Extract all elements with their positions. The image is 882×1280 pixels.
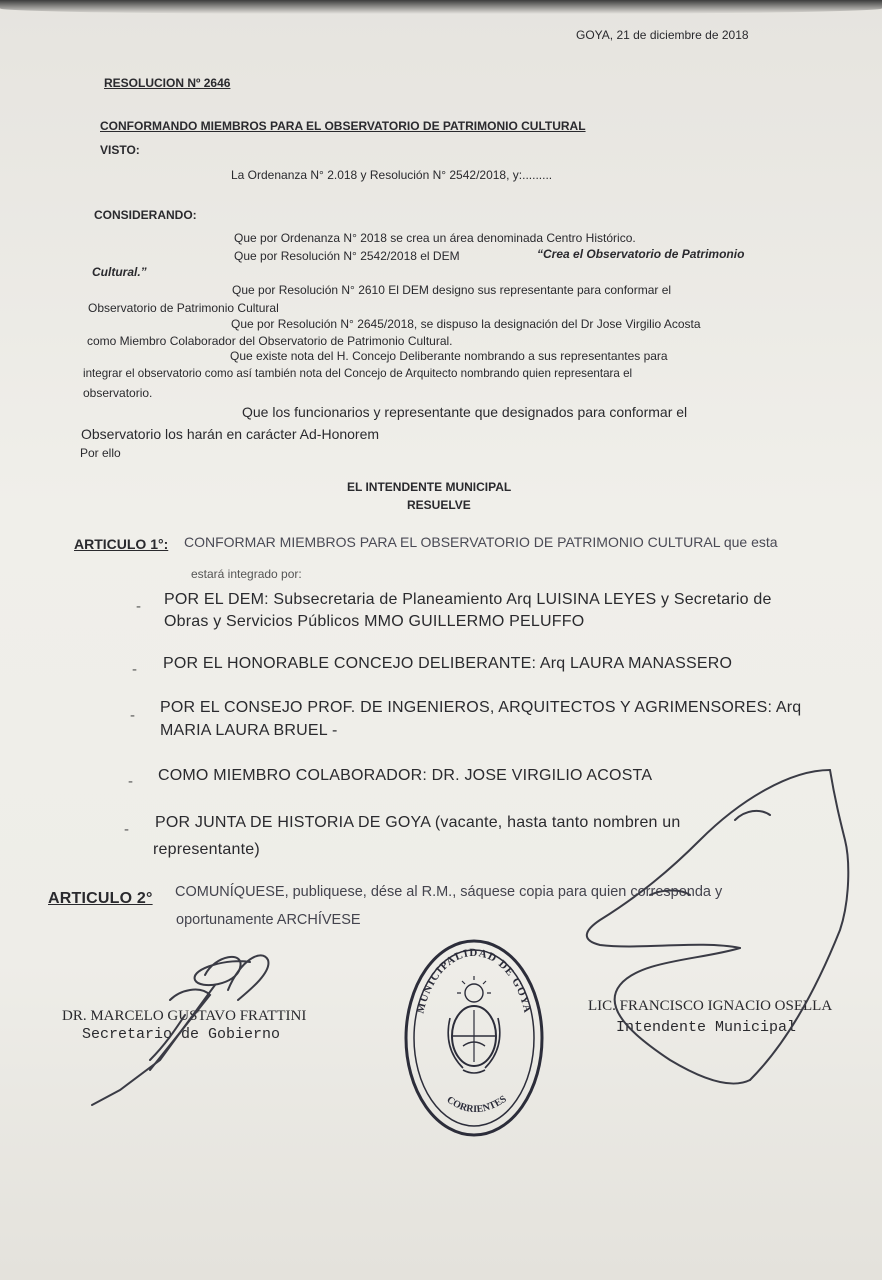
resolution-number: RESOLUCION Nº 2646 — [104, 76, 231, 90]
place-date: GOYA, 21 de diciembre de 2018 — [576, 28, 749, 42]
considerando-quote: “Crea el Observatorio de Patrimonio — [537, 247, 745, 261]
member-consejo-line2: MARIA LAURA BRUEL - — [160, 722, 338, 739]
considerando-line: Observatorio los harán en carácter Ad-Honorem — [81, 426, 380, 442]
considerando-line: Que por Resolución N° 2610 El DEM designo sus representante para conformar el — [232, 283, 672, 297]
authority-heading: EL INTENDENTE MUNICIPAL — [347, 480, 512, 494]
considerando-line: integrar el observatorio como así también nota del Concejo de Arquitecto nombrando quien representara el — [83, 367, 633, 380]
considerando-quote-end: Cultural.” — [92, 265, 147, 279]
member-dem-line1: POR EL DEM: Subsecretaria de Planeamiento Arq LUISINA LEYES y Secretario de — [164, 591, 772, 608]
member-colaborador: COMO MIEMBRO COLABORADOR: DR. JOSE VIRGILIO ACOSTA — [158, 767, 653, 784]
seal-top-text: MUNICIPALIDAD DE GOYA — [414, 946, 534, 1015]
resolution-subject: CONFORMANDO MIEMBROS PARA EL OBSERVATORIO DE PATRIMONIO CULTURAL — [100, 119, 586, 133]
member-junta-line2: representante) — [153, 841, 260, 858]
member-dem-line2: Obras y Servicios Públicos MMO GUILLERMO PELUFFO — [164, 613, 585, 630]
signatory-left-name: DR. MARCELO GUSTAVO FRATTINI — [62, 1008, 307, 1024]
resuelve-heading: RESUELVE — [407, 498, 471, 512]
visto-heading: VISTO: — [100, 143, 140, 157]
member-concejo: POR EL HONORABLE CONCEJO DELIBERANTE: Arq LAURA MANASSERO — [163, 655, 733, 672]
signatory-right-title: Intendente Municipal — [616, 1019, 797, 1036]
considerando-line: observatorio. — [83, 386, 153, 400]
considerando-line: Que por Ordenanza N° 2018 se crea un área denominada Centro Histórico. — [234, 231, 636, 245]
member-consejo-line1: POR EL CONSEJO PROF. DE INGENIEROS, ARQUITECTOS Y AGRIMENSORES: Arq — [160, 699, 802, 716]
member-junta-line1: POR JUNTA DE HISTORIA DE GOYA (vacante, hasta tanto nombren un — [155, 814, 681, 831]
articulo-2-continuation: oportunamente ARCHÍVESE — [176, 912, 361, 928]
municipal-seal — [403, 938, 545, 1138]
list-bullet: - — [136, 598, 141, 615]
considerando-line: Que los funcionarios y representante que designados para conformar el — [242, 404, 688, 420]
signatory-right-name: LIC. FRANCISCO IGNACIO OSELLA — [588, 998, 833, 1014]
coat-of-arms-icon — [448, 976, 500, 1073]
considerando-heading: CONSIDERANDO: — [94, 208, 197, 222]
articulo-1-label: ARTICULO 1°: — [74, 536, 169, 552]
articulo-2-label: ARTICULO 2° — [48, 890, 153, 907]
considerando-line: Que existe nota del H. Concejo Deliberante nombrando a sus representantes para — [230, 349, 668, 363]
articulo-1-text: CONFORMAR MIEMBROS PARA EL OBSERVATORIO DE PATRIMONIO CULTURAL que esta — [184, 534, 778, 550]
seal-bottom-text: CORRIENTES — [444, 1093, 509, 1116]
page-top-shadow — [0, 0, 882, 14]
list-bullet: - — [132, 661, 137, 678]
considerando-line: Que por Resolución N° 2645/2018, se dispuso la designación del Dr Jose Virgilio Acosta — [231, 317, 701, 331]
visto-text: La Ordenanza N° 2.018 y Resolución N° 2542/2018, y:......... — [231, 168, 553, 182]
considerando-line: Que por Resolución N° 2542/2018 el DEM — [234, 249, 460, 263]
signatory-left-title: Secretario de Gobierno — [82, 1026, 281, 1043]
list-bullet: - — [128, 773, 133, 790]
articulo-1-continuation: estará integrado por: — [191, 567, 302, 581]
por-ello: Por ello — [80, 446, 121, 460]
list-bullet: - — [124, 821, 129, 838]
articulo-2-text: COMUNÍQUESE, publiquese, dése al R.M., sáquese copia para quien corresponda y — [175, 884, 723, 900]
considerando-line: Observatorio de Patrimonio Cultural — [88, 301, 279, 315]
list-bullet: - — [130, 707, 135, 724]
considerando-line: como Miembro Colaborador del Observatorio de Patrimonio Cultural. — [87, 334, 453, 348]
